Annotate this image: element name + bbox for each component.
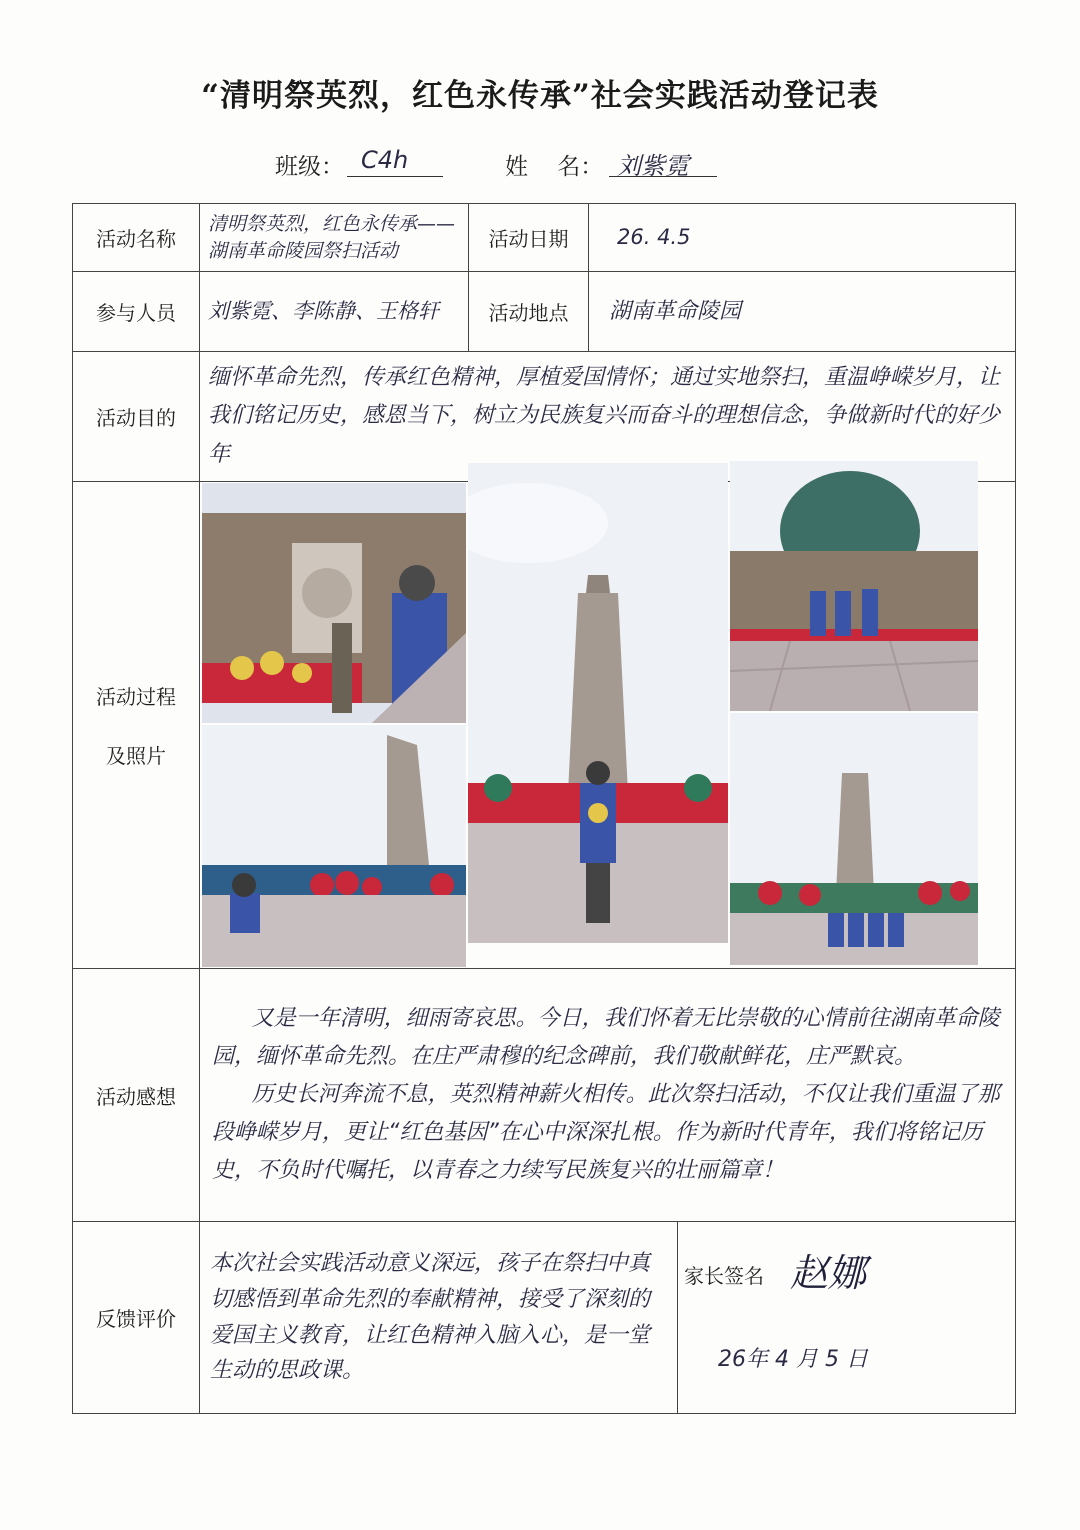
label-activity-date: 活动日期 [469,204,589,272]
label-process [73,482,200,969]
name-value: 刘紫霓 [617,152,689,180]
photo-monument-salute [468,463,728,943]
reflection-paragraph-1: 又是一年清明，细雨寄哀思。今日，我们怀着无比崇敬的心情前往湖南革命陵园，缅怀革命先烈。在庄严肃穆的纪念碑前，我们敬献鲜花，庄严默哀。 [212,1006,1000,1070]
photo-monument-side [202,725,466,967]
value-activity-date: 26. 4.5 [589,204,1016,272]
form-title: “清明祭英烈，红色永传承”社会实践活动登记表 [201,78,879,114]
class-field [275,142,445,182]
sign-date: 26年 4 月 5 日 [718,1346,868,1372]
label-process-line1: 活动过程 [96,685,176,709]
photo-group-bowing [730,461,978,711]
value-purpose: 缅怀革命先烈，传承红色精神，厚植爱国情怀；通过实地祭扫，重温峥嵘岁月，让我们铭记历史，感恩当下，树立为民族复兴而奋斗的理想信念，争做新时代的好少年 [200,352,1016,482]
photo-group-monument [730,713,978,965]
signature-cell [678,1222,1016,1414]
label-participants: 参与人员 [73,272,200,352]
label-feedback: 反馈评价 [73,1222,200,1414]
value-feedback: 本次社会实践活动意义深远，孩子在祭扫中真切感悟到革命先烈的奉献精神，接受了深刻的爱国主义教育，让红色精神入脑入心，是一堂生动的思政课。 [200,1222,678,1414]
label-process-line2: 及照片 [106,744,166,768]
parent-signature: 赵娜 [790,1250,867,1295]
value-activity-name [200,204,469,272]
name-underline [609,176,717,177]
photo-grid [200,483,1015,967]
row-reflection [73,969,1016,1222]
photo-relief-wall [202,483,466,723]
class-label: 班级： [275,154,344,180]
label-reflection: 活动感想 [73,969,200,1222]
value-location: 湖南革命陵园 [589,272,1016,352]
photo-area [200,482,1016,969]
label-purpose: 活动目的 [73,352,200,482]
class-underline [347,176,443,177]
registration-table [72,203,1016,1414]
row-process [73,482,1016,969]
row-feedback [73,1222,1016,1414]
signature-area [678,1224,1015,1412]
label-activity-name: 活动名称 [73,204,200,272]
class-value: C4h [361,146,409,174]
name-field [505,142,720,182]
row-activity-name [73,204,1016,272]
parent-signature-label: 家长签名 [684,1263,764,1288]
value-reflection [200,969,1016,1222]
label-location: 活动地点 [469,272,589,352]
value-participants: 刘紫霓、李陈静、王格轩 [200,272,469,352]
activity-name-line1: 清明祭英烈，红色永传承—— [208,212,456,235]
name-label: 姓 名： [505,154,604,180]
row-participants [73,272,1016,352]
activity-name-line2: 湖南革命陵园祭扫活动 [208,239,399,262]
reflection-paragraph-2: 历史长河奔流不息，英烈精神薪火相传。此次祭扫活动，不仅让我们重温了那段峥嵘岁月，更让“红色基因”在心中深深扎根。作为新时代青年，我们将铭记历史，不负时代嘱托，以青春之力续写民族复兴的壮丽篇章！ [212,1082,1000,1183]
